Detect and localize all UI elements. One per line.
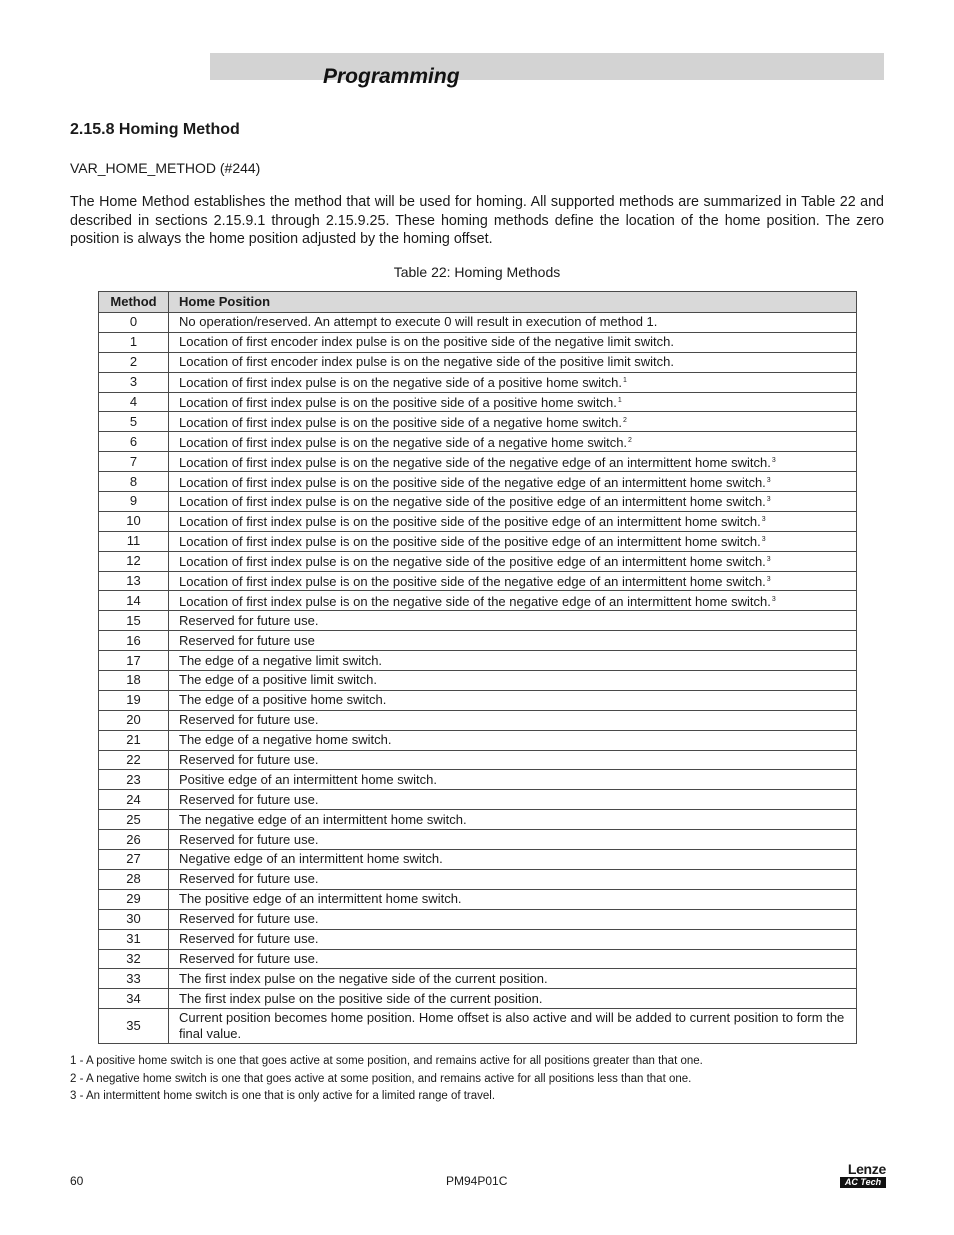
home-position-text: Location of first index pulse is on the positive side of the positive edge of an intermittent home switch. [179,514,761,530]
footnote-ref: 1 [617,397,622,404]
home-position-text: The edge of a negative limit switch. [179,652,383,668]
home-position-cell [169,730,857,750]
home-position-cell [169,551,857,571]
method-cell: 29 [99,889,169,909]
home-position-text: Location of first index pulse is on the negative side of the positive edge of an intermittent home switch. [179,494,766,510]
table-row [99,989,857,1009]
footnote-ref: 3 [766,556,771,564]
method-cell: 7 [99,452,169,472]
table-row [99,352,857,372]
home-position-text: Reserved for future use. [179,612,319,628]
table-row [99,929,857,949]
footnote-ref: 3 [771,595,776,603]
home-position-cell [169,651,857,671]
method-cell: 34 [99,989,169,1009]
home-position-cell [169,372,857,392]
method-cell: 19 [99,690,169,710]
home-position-column-header: Home Position [169,292,857,313]
table-row [99,690,857,710]
method-cell: 25 [99,810,169,830]
method-cell: 30 [99,909,169,929]
table-row [99,909,857,929]
home-position-text: Current position becomes home position. Home offset is also active and will be added to current position to form the final value. [179,1010,845,1042]
home-position-cell [169,452,857,472]
home-position-text: Location of first encoder index pulse is on the negative side of the positive limit switch. [179,354,674,370]
footnote-ref: 3 [761,516,766,524]
home-position-text: Reserved for future use. [179,752,319,768]
method-cell: 5 [99,412,169,432]
home-position-cell [169,750,857,770]
table-row [99,750,857,770]
method-cell: 31 [99,929,169,949]
footnote-ref: 2 [622,416,627,424]
home-position-cell [169,949,857,969]
method-cell: 23 [99,770,169,790]
table-row [99,850,857,870]
footnote-ref: 3 [766,476,771,484]
home-position-text: Location of first index pulse is on the negative side of the positive edge of an intermittent home switch. [179,554,766,570]
home-position-cell [169,492,857,512]
method-cell: 22 [99,750,169,770]
table-row [99,810,857,830]
home-position-cell [169,531,857,551]
home-position-cell [169,810,857,830]
footnote: 3 - An intermittent home switch is one that is only active for a limited range of travel. [70,1090,496,1102]
method-cell: 6 [99,432,169,452]
home-position-text: Location of first index pulse is on the negative side of the negative edge of an intermittent home switch. [179,454,771,470]
home-position-text: Positive edge of an intermittent home switch. [179,771,437,787]
home-position-text: Location of first index pulse is on the positive side of the negative edge of an intermittent home switch. [179,574,766,590]
method-cell: 32 [99,949,169,969]
home-position-text: Location of first encoder index pulse is on the positive side of the negative limit switch. [179,334,674,350]
table-row [99,313,857,333]
method-cell: 2 [99,352,169,372]
home-position-text: The negative edge of an intermittent home switch. [179,811,467,827]
home-position-text: Reserved for future use. [179,950,319,966]
variable-name: VAR_HOME_METHOD (#244) [70,160,261,176]
home-position-cell [169,591,857,611]
home-position-text: Reserved for future use. [179,911,319,927]
footnote-ref: 3 [771,456,776,464]
table-row [99,472,857,492]
table-row [99,511,857,531]
home-position-text: The first index pulse on the positive side of the current position. [179,990,543,1006]
home-position-cell [169,511,857,531]
table-row [99,830,857,850]
home-position-text: Reserved for future use. [179,831,319,847]
home-position-cell [169,710,857,730]
footnote: 1 - A positive home switch is one that goes active at some position, and remains active for all positions greater than that one. [70,1055,703,1067]
home-position-cell [169,412,857,432]
method-cell: 11 [99,531,169,551]
header-banner [210,53,884,80]
table-row [99,790,857,810]
home-position-text: The edge of a negative home switch. [179,732,392,748]
logo-subbrand: AC Tech [840,1177,886,1188]
table-row [99,372,857,392]
method-cell: 18 [99,671,169,691]
home-position-cell [169,790,857,810]
page-number: 60 [70,1174,84,1188]
footnote-ref: 3 [766,496,771,504]
home-position-cell [169,1009,857,1044]
home-position-cell [169,432,857,452]
home-position-text: Location of first index pulse is on the positive side of the negative edge of an intermittent home switch. [179,474,766,490]
method-cell: 0 [99,313,169,333]
table-row [99,591,857,611]
home-position-text: Reserved for future use. [179,791,319,807]
method-cell: 12 [99,551,169,571]
intro-paragraph: The Home Method establishes the method that will be used for homing. All supported methods are summarized in Table 22 and described in sections 2.15.9.1 through 2.15.9.25. These homing methods define the location of the home position. The zero position is always the home position adjusted by the homing offset. [70,194,884,247]
method-cell: 33 [99,969,169,989]
home-position-cell [169,352,857,372]
method-cell: 20 [99,710,169,730]
table-row [99,651,857,671]
table-row [99,770,857,790]
home-position-text: Reserved for future use. [179,931,319,947]
home-position-cell [169,909,857,929]
home-position-cell [169,671,857,691]
method-cell: 10 [99,511,169,531]
home-position-cell [169,392,857,412]
home-position-text: Location of first index pulse is on the negative side of a negative home switch. [179,434,628,450]
table-row [99,730,857,750]
home-position-text: Reserved for future use [179,632,315,648]
document-code: PM94P01C [446,1174,508,1188]
method-cell: 3 [99,372,169,392]
table-row [99,392,857,412]
home-position-text: The first index pulse on the negative side of the current position. [179,970,548,986]
home-position-cell [169,989,857,1009]
home-position-text: No operation/reserved. An attempt to execute 0 will result in execution of method 1. [179,314,658,330]
home-position-cell [169,690,857,710]
footnote-ref: 3 [761,536,766,544]
table-row [99,571,857,591]
table-row [99,671,857,691]
table-header-row [99,292,857,313]
homing-methods-table [98,291,857,1044]
home-position-cell [169,830,857,850]
footnote-ref: 3 [766,576,771,584]
footnote: 2 - A negative home switch is one that goes active at some position, and remains active for all positions less than that one. [70,1072,692,1085]
method-cell: 26 [99,830,169,850]
home-position-text: Reserved for future use. [179,712,319,728]
home-position-cell [169,969,857,989]
table-row [99,889,857,909]
footnote-ref: 1 [622,377,627,385]
table-row [99,869,857,889]
home-position-text: Reserved for future use. [179,871,319,887]
home-position-text: Location of first index pulse is on the negative side of the negative edge of an intermittent home switch. [179,593,771,609]
home-position-text: The edge of a positive limit switch. [179,672,377,688]
table-row [99,1009,857,1044]
method-cell: 17 [99,651,169,671]
home-position-text: Location of first index pulse is on the negative side of a positive home switch. [179,375,622,391]
footnote-ref: 2 [628,436,632,444]
method-cell: 15 [99,611,169,631]
method-cell: 27 [99,850,169,870]
table-row [99,611,857,631]
home-position-text: Negative edge of an intermittent home switch. [179,851,443,867]
method-cell: 28 [99,869,169,889]
method-cell: 21 [99,730,169,750]
table-row [99,452,857,472]
home-position-text: Location of first index pulse is on the positive side of the positive edge of an intermittent home switch. [179,534,761,550]
table-row [99,432,857,452]
method-cell: 8 [99,472,169,492]
table-body [99,313,857,1044]
table-caption: Table 22: Homing Methods [393,264,561,280]
lenze-logo [840,1162,886,1188]
home-position-cell [169,571,857,591]
home-position-text: Location of first index pulse is on the positive side of a positive home switch. [179,395,617,410]
table-row [99,412,857,432]
home-position-text: The edge of a positive home switch. [179,692,387,708]
home-position-cell [169,869,857,889]
home-position-text: Location of first index pulse is on the positive side of a negative home switch. [179,414,622,430]
home-position-cell [169,929,857,949]
section-heading: 2.15.8 Homing Method [70,121,240,138]
home-position-cell [169,770,857,790]
method-column-header: Method [99,292,169,313]
home-position-cell [169,332,857,352]
method-cell: 35 [99,1009,169,1044]
table-row [99,531,857,551]
method-cell: 16 [99,631,169,651]
footnotes [70,1053,703,1106]
method-cell: 9 [99,492,169,512]
method-cell: 4 [99,392,169,412]
method-cell: 24 [99,790,169,810]
home-position-cell [169,313,857,333]
home-position-cell [169,631,857,651]
table-row [99,949,857,969]
home-position-cell [169,611,857,631]
page-title: Programming [323,65,460,88]
table-row [99,710,857,730]
table-row [99,969,857,989]
home-position-text: The positive edge of an intermittent home switch. [179,891,462,907]
table-row [99,631,857,651]
method-cell: 1 [99,332,169,352]
table-row [99,551,857,571]
method-cell: 14 [99,591,169,611]
table-row [99,332,857,352]
home-position-cell [169,472,857,492]
logo-wordmark: Lenze [847,1161,886,1177]
method-cell: 13 [99,571,169,591]
home-position-cell [169,889,857,909]
table-row [99,492,857,512]
home-position-cell [169,850,857,870]
